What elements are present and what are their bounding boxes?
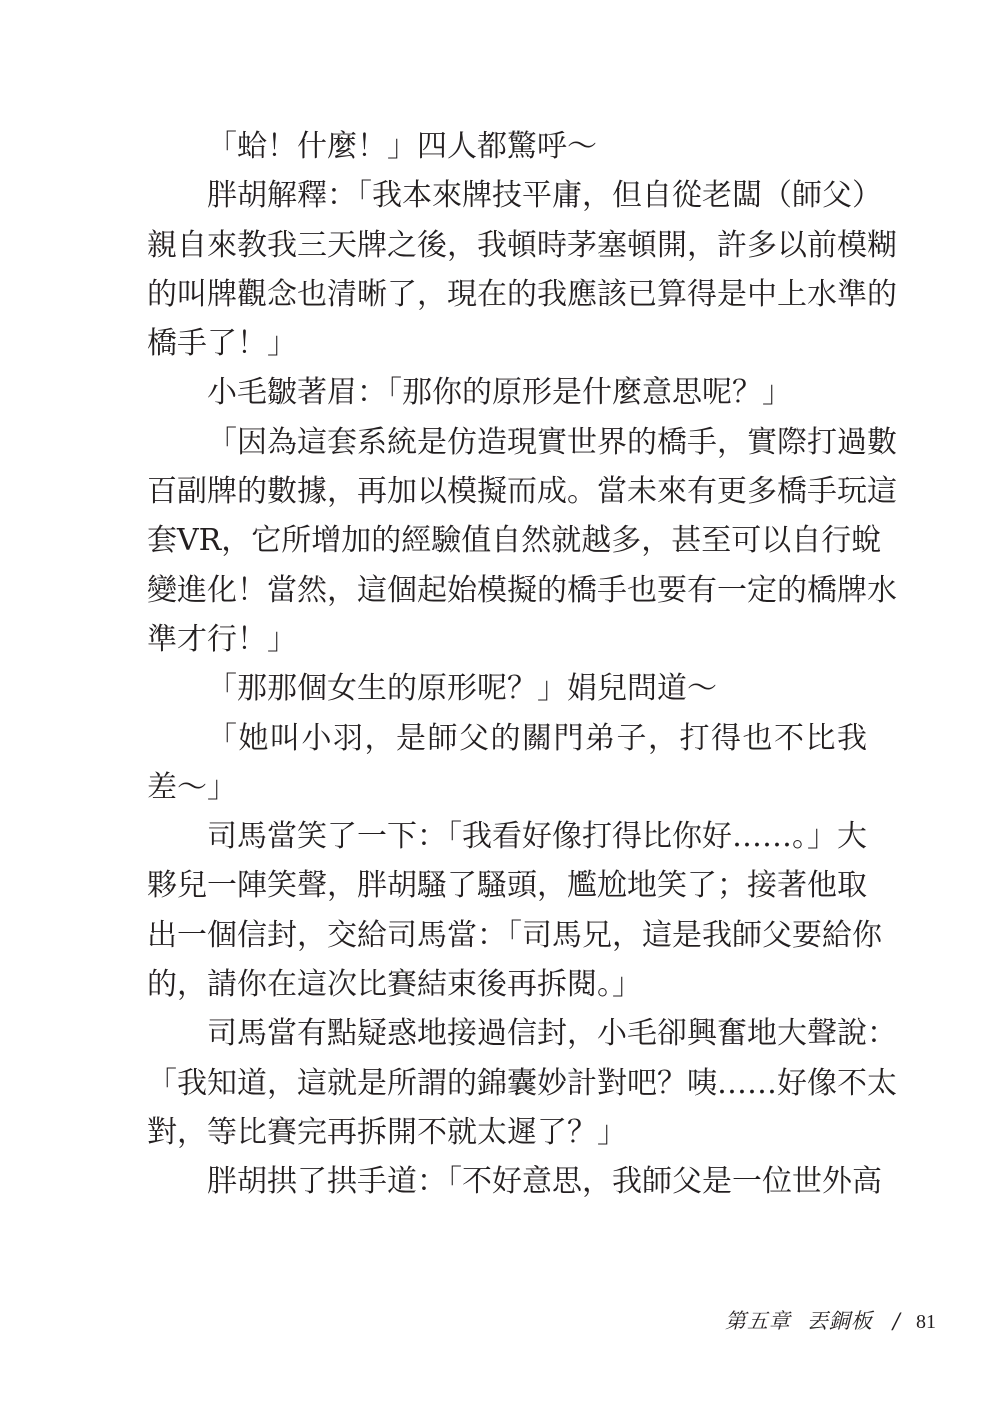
text-line: 「蛤！什麼！」四人都驚呼～ [207, 129, 597, 164]
text-line: 橋手了！」 [147, 326, 297, 362]
text-line: 胖胡解釋：「我本來牌技平庸，但自從老闆（師父） [207, 178, 882, 214]
chapter-title: 丟銅板 [806, 1309, 873, 1333]
text-line: 的，請你在這次比賽結束後再拆閱。」 [147, 967, 642, 1003]
text-line: 變進化！當然，這個起始模擬的橋手也要有一定的橋牌水 [147, 572, 897, 608]
page-body [147, 122, 897, 1207]
text-line: 出一個信封，交給司馬當：「司馬兄，這是我師父要給你 [147, 917, 882, 953]
text-line: 對，等比賽完再拆開不就太遲了？」 [147, 1114, 627, 1150]
text-line: 套VR，它所增加的經驗值自然就越多，甚至可以自行蛻 [147, 523, 882, 559]
text-line: 司馬當笑了一下：「我看好像打得比你好……。」大 [207, 819, 867, 855]
footer-separator: / [892, 1309, 900, 1333]
text-line: 司馬當有點疑惑地接過信封，小毛卻興奮地大聲說： [207, 1016, 897, 1052]
text-line: 「因為這套系統是仿造現實世界的橋手，實際打過數 [207, 424, 897, 460]
text-line: 小毛皺著眉：「那你的原形是什麼意思呢？」 [207, 375, 792, 411]
text-line: 百副牌的數據，再加以模擬而成。當未來有更多橋手玩這 [147, 474, 897, 510]
text-line: 「那那個女生的原形呢？」娟兒問道～ [207, 671, 717, 707]
text-line: 準才行！」 [147, 621, 297, 657]
text-line: 「她叫小羽，是師父的關門弟子，打得也不比我 [207, 720, 867, 756]
text-line: 差～」 [147, 769, 237, 805]
page-number: 81 [916, 1311, 936, 1333]
chapter-label: 第五章 [724, 1309, 791, 1333]
text-line: 「我知道，這就是所謂的錦囊妙計對吧？咦……好像不太 [147, 1065, 897, 1101]
text-line: 的叫牌觀念也清晰了，現在的我應該已算得是中上水準的 [147, 276, 897, 312]
running-footer [725, 1304, 936, 1338]
text-line: 夥兒一陣笑聲，胖胡騷了騷頭，尷尬地笑了；接著他取 [147, 868, 867, 904]
text-line: 胖胡拱了拱手道：「不好意思，我師父是一位世外高 [207, 1164, 882, 1200]
text-line: 親自來教我三天牌之後，我頓時茅塞頓開，許多以前模糊 [147, 227, 897, 263]
